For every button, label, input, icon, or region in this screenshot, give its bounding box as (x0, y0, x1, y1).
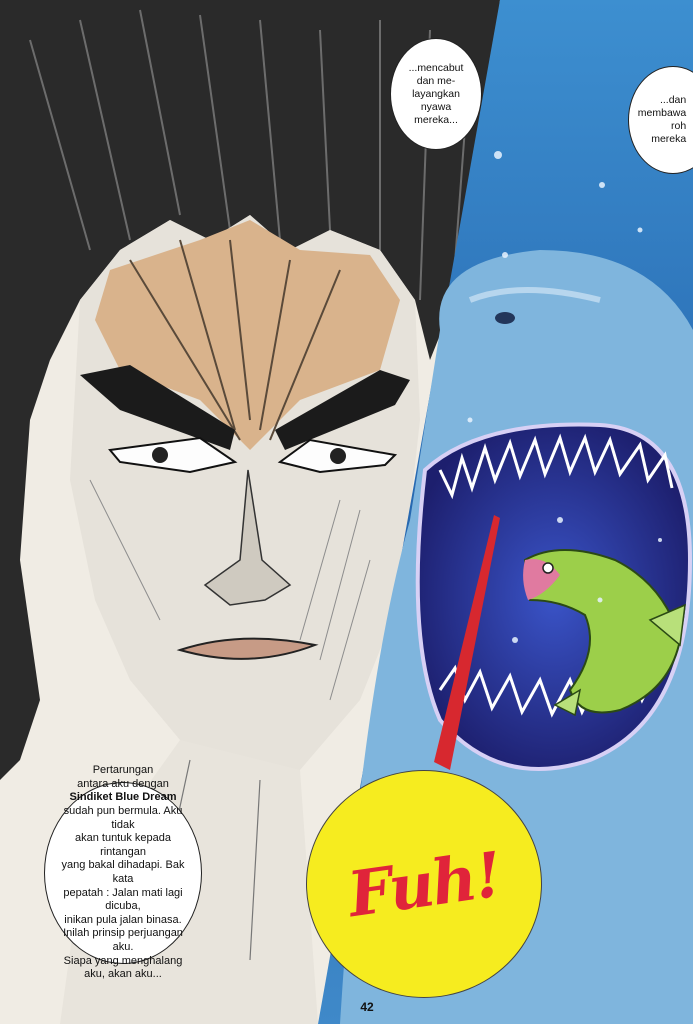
speech-text-top-middle: ...mencabut dan me- layangkan nyawa mereka... (408, 61, 464, 126)
speech-bubble-bottom-left (44, 764, 202, 981)
sound-effect-burst (306, 770, 542, 998)
page-number: 42 (360, 1000, 374, 1014)
shark-eye (495, 312, 515, 324)
sound-effect-text: Fuh! (343, 837, 505, 931)
speech-text-bottom-left-bold: Sindiket Blue Dream (69, 791, 177, 804)
speech-text-top-right: ...dan membawa roh mereka (637, 94, 687, 145)
speech-bubble-top-middle (390, 38, 482, 150)
speech-text-bottom-left-body: sudah pun bermula. Aku tidak akan tuntuk kepada rintangan yang bakal dihadapi. Bak kata pepatah : Jalan mati lagi dicuba, inikan pula jalan binasa. Inilah prinsip perjuangan aku. Siapa yang menghalang aku, akan aku... (61, 805, 185, 981)
speech-text-bottom-left-intro: Pertarungan antara aku dengan (77, 764, 169, 790)
